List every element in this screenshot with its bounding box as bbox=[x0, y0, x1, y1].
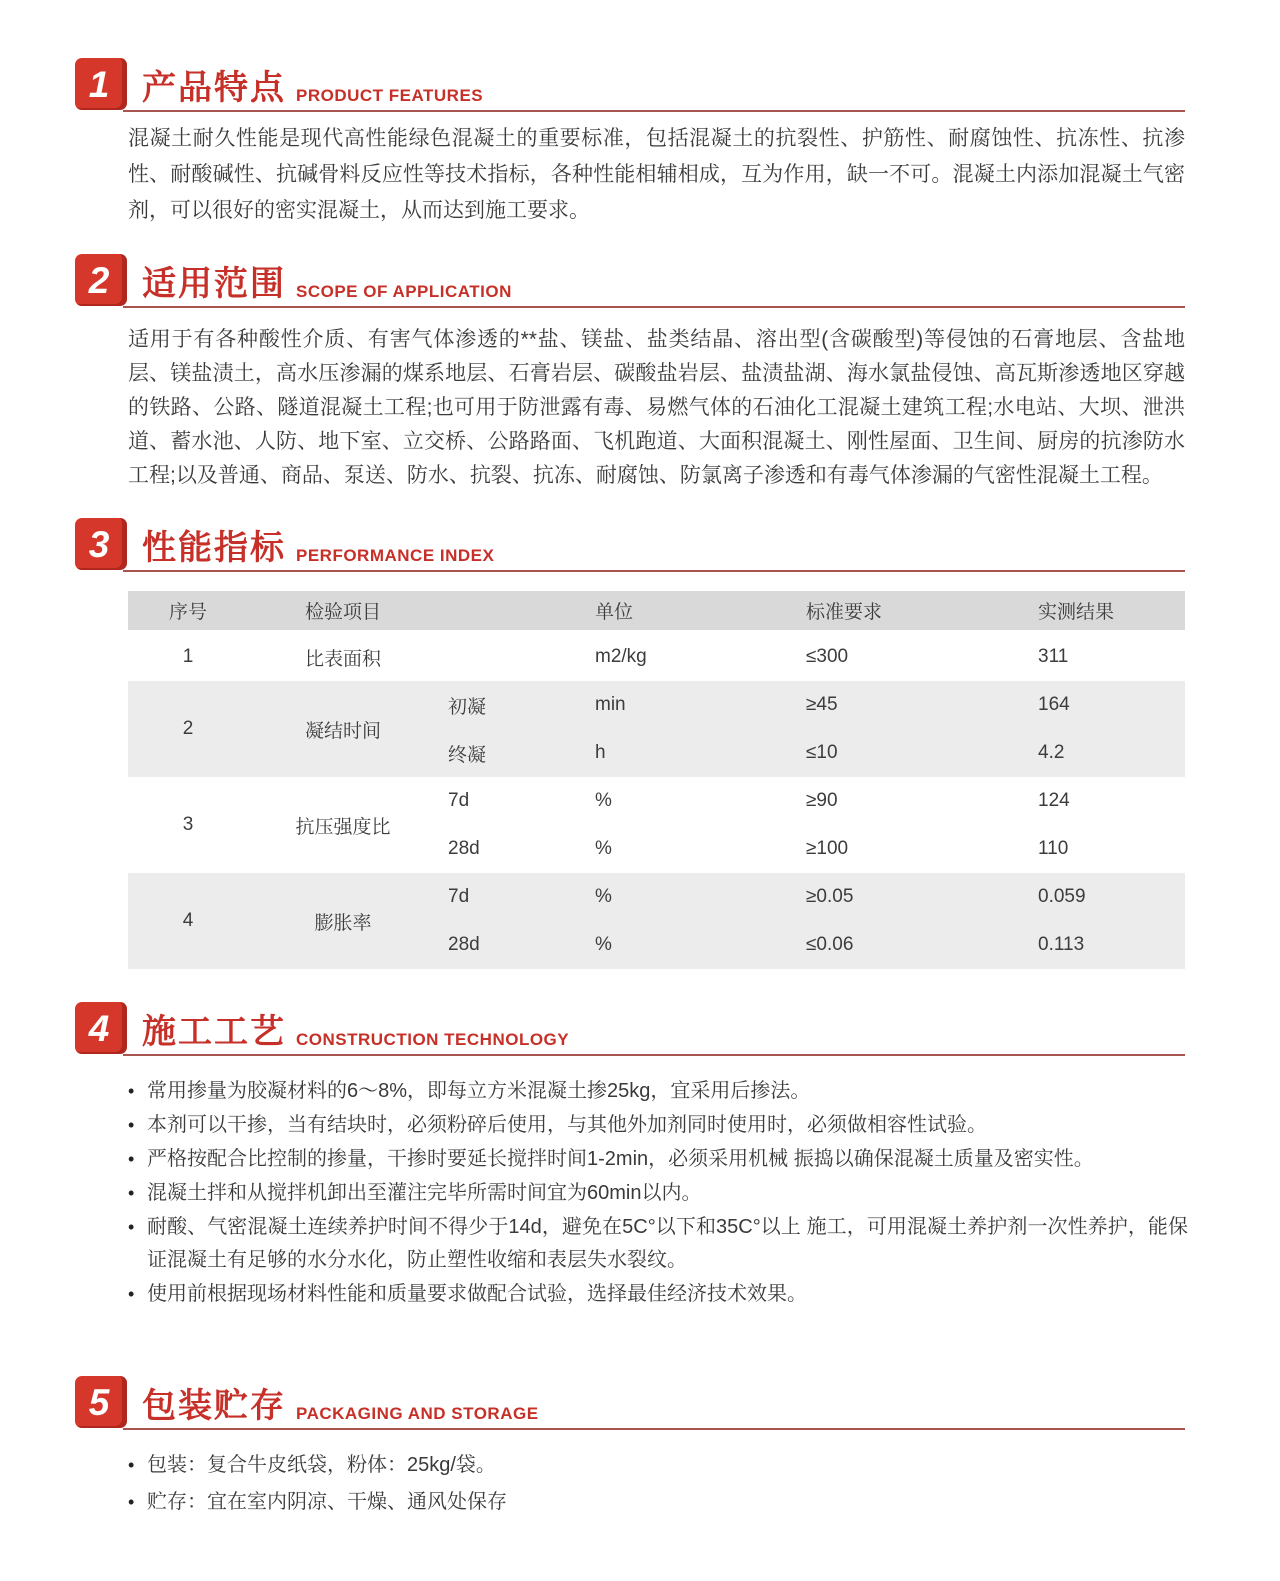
section-paragraph: 混凝土耐久性能是现代高性能绿色混凝土的重要标准，包括混凝土的抗裂性、护筋性、耐腐蚀性、抗冻性、抗渗性、耐酸碱性、抗碱骨料反应性等技术指标，各种性能相辅相成，互为作用，缺一不可。混凝土内添加混凝土气密剂，可以很好的密实混凝土，从而达到施工要求。 bbox=[128, 127, 1185, 222]
section-title-en: PACKAGING AND STORAGE bbox=[296, 1404, 539, 1423]
section-number: 3 bbox=[88, 523, 110, 565]
table-cell: 初凝 bbox=[438, 681, 578, 729]
table-cell: 124 bbox=[1038, 790, 1070, 811]
table-cell: 0.113 bbox=[1018, 921, 1185, 969]
section-header-4 bbox=[75, 999, 1185, 1057]
table-cell: % bbox=[595, 790, 612, 811]
table-cell: ≤10 bbox=[788, 729, 1018, 777]
section-title-cn: 适用范围 bbox=[142, 264, 286, 303]
section-title-cn: 包装贮存 bbox=[142, 1386, 286, 1425]
table-row bbox=[128, 873, 1185, 921]
table-cell: % bbox=[578, 873, 788, 921]
section-number: 4 bbox=[88, 1007, 110, 1049]
section-underline bbox=[123, 570, 1185, 572]
table-cell: 7d bbox=[438, 873, 578, 921]
performance-table bbox=[128, 591, 1185, 969]
performance-table-head bbox=[128, 591, 1185, 633]
table-header-cell: 标准要求 bbox=[788, 591, 1018, 633]
table-cell: 0.059 bbox=[1018, 873, 1185, 921]
section-header-2 bbox=[75, 251, 1185, 309]
table-cell: 凝结时间 bbox=[248, 681, 438, 777]
table-cell: m2/kg bbox=[595, 646, 647, 667]
bullet-item: • 常用掺量为胶凝材料的6～8%，即每立方米混凝土掺25kg，宜采用后掺法。 bbox=[128, 1075, 1188, 1108]
table-cell: 311 bbox=[1038, 646, 1069, 667]
table-cell: ≥45 bbox=[788, 681, 1018, 729]
table-cell: 28d bbox=[448, 838, 480, 859]
bullet-item: • 包装：复合牛皮纸袋，粉体：25kg/袋。 bbox=[128, 1449, 1188, 1482]
construction-bullet-list bbox=[128, 1075, 1188, 1311]
section-number-badge-4 bbox=[75, 1002, 127, 1054]
section-number-badge-3 bbox=[75, 518, 127, 570]
table-row bbox=[128, 633, 1185, 681]
table-cell: ≤0.06 bbox=[788, 921, 1018, 969]
table-cell: 4 bbox=[128, 873, 248, 969]
bullet-item: • 使用前根据现场材料性能和质量要求做配合试验，选择最佳经济技术效果。 bbox=[128, 1278, 1188, 1311]
table-cell bbox=[438, 633, 578, 681]
section-construction-technology bbox=[75, 999, 1188, 1311]
table-cell: 终凝 bbox=[438, 729, 578, 777]
table-cell: % bbox=[578, 921, 788, 969]
section-title-en: PRODUCT FEATURES bbox=[296, 86, 484, 105]
bullet-item: • 贮存：宜在室内阴凉、干燥、通风处保存 bbox=[128, 1486, 1188, 1519]
table-row bbox=[128, 777, 1185, 825]
section-title-cn: 施工工艺 bbox=[142, 1012, 286, 1051]
section-underline bbox=[123, 1054, 1185, 1056]
table-cell: min bbox=[578, 681, 788, 729]
table-cell: ≥100 bbox=[806, 838, 849, 859]
table-cell: 抗压强度比 bbox=[295, 816, 391, 838]
bullet-item: • 本剂可以干掺，当有结块时，必须粉碎后使用，与其他外加剂同时使用时，必须做相容性试验。 bbox=[128, 1109, 1188, 1142]
section-header-3 bbox=[75, 515, 1185, 573]
bullet-item: • 严格按配合比控制的掺量，干掺时要延长搅拌时间1-2min，必须采用机械 振捣以确保混凝土质量及密实性。 bbox=[128, 1143, 1188, 1176]
section-number-badge-1 bbox=[75, 58, 127, 110]
packaging-bullet-list bbox=[128, 1449, 1188, 1519]
table-header-cell: 序号 bbox=[128, 591, 248, 633]
section-number: 2 bbox=[88, 259, 110, 301]
section-number: 5 bbox=[88, 1381, 110, 1423]
table-cell: ≥90 bbox=[806, 790, 838, 811]
section-number-badge-5 bbox=[75, 1376, 127, 1428]
section-underline bbox=[123, 306, 1185, 308]
table-header-cell: 单位 bbox=[578, 591, 788, 633]
table-cell: 4.2 bbox=[1018, 729, 1185, 777]
table-cell: ≤300 bbox=[806, 646, 849, 667]
section-underline bbox=[123, 110, 1185, 112]
section-packaging-storage bbox=[75, 1373, 1185, 1519]
table-cell: 3 bbox=[182, 814, 194, 835]
section-paragraph: 适用于有各种酸性介质、有害气体渗透的**盐、镁盐、盐类结晶、溶出型(含碳酸型)等侵蚀的石膏地层、含盐地层、镁盐渍土，高水压渗漏的煤系地层、石膏岩层、碳酸盐岩层、盐渍盐湖、海水氯盐侵蚀、高瓦斯渗透地区穿越的铁路、公路、隧道混凝土工程;也可用于防泄露有毒、易燃气体的石油化工混凝土建筑工程;水电站、大坝、泄洪道、蓄水池、人防、地下室、立交桥、公路路面、飞机跑道、大面积混凝土、刚性屋面、卫生间、厨房的抗渗防水工程;以及普通、商品、泵送、防水、抗裂、抗冻、耐腐蚀、防氯离子渗透和有毒气体渗漏的气密性混凝土工程。 bbox=[128, 328, 1185, 487]
section-title-en: SCOPE OF APPLICATION bbox=[296, 282, 512, 301]
table-cell: h bbox=[578, 729, 788, 777]
table-cell: 膨胀率 bbox=[248, 873, 438, 969]
table-cell: 1 bbox=[182, 646, 194, 667]
section-title-cn: 性能指标 bbox=[142, 528, 286, 567]
table-cell: 110 bbox=[1038, 838, 1069, 859]
table-cell: 比表面积 bbox=[304, 648, 381, 670]
section-number-badge-2 bbox=[75, 254, 127, 306]
table-cell: ≥0.05 bbox=[788, 873, 1018, 921]
table-row bbox=[128, 681, 1185, 729]
section-header-1 bbox=[75, 55, 1185, 113]
section-title-en: PERFORMANCE INDEX bbox=[296, 546, 495, 565]
table-cell: % bbox=[595, 838, 612, 859]
section-performance-index bbox=[75, 515, 1185, 969]
table-cell: 7d bbox=[448, 790, 470, 811]
section-number: 1 bbox=[88, 63, 110, 105]
section-scope-of-application bbox=[75, 251, 1185, 493]
table-header-row bbox=[128, 591, 1185, 633]
section-header-5 bbox=[75, 1373, 1185, 1431]
table-header-cell bbox=[438, 591, 578, 633]
section-title-cn: 产品特点 bbox=[142, 68, 286, 107]
bullet-item: • 耐酸、气密混凝土连续养护时间不得少于14d，避免在5C°以下和35C°以上 施工，可用混凝土养护剂一次性养护，能保证混凝土有足够的水分水化，防止塑性收缩和表层失水裂纹。 bbox=[128, 1211, 1188, 1277]
section-product-features bbox=[75, 55, 1185, 229]
table-cell: 2 bbox=[128, 681, 248, 777]
table-header-cell: 实测结果 bbox=[1018, 591, 1185, 633]
bullet-item: • 混凝土拌和从搅拌机卸出至灌注完毕所需时间宜为60min以内。 bbox=[128, 1177, 1188, 1210]
section-title-en: CONSTRUCTION TECHNOLOGY bbox=[296, 1030, 570, 1049]
table-cell: 164 bbox=[1018, 681, 1185, 729]
performance-table-body bbox=[128, 633, 1185, 969]
table-cell: 28d bbox=[438, 921, 578, 969]
section-underline bbox=[123, 1428, 1185, 1430]
table-header-cell: 检验项目 bbox=[248, 591, 438, 633]
